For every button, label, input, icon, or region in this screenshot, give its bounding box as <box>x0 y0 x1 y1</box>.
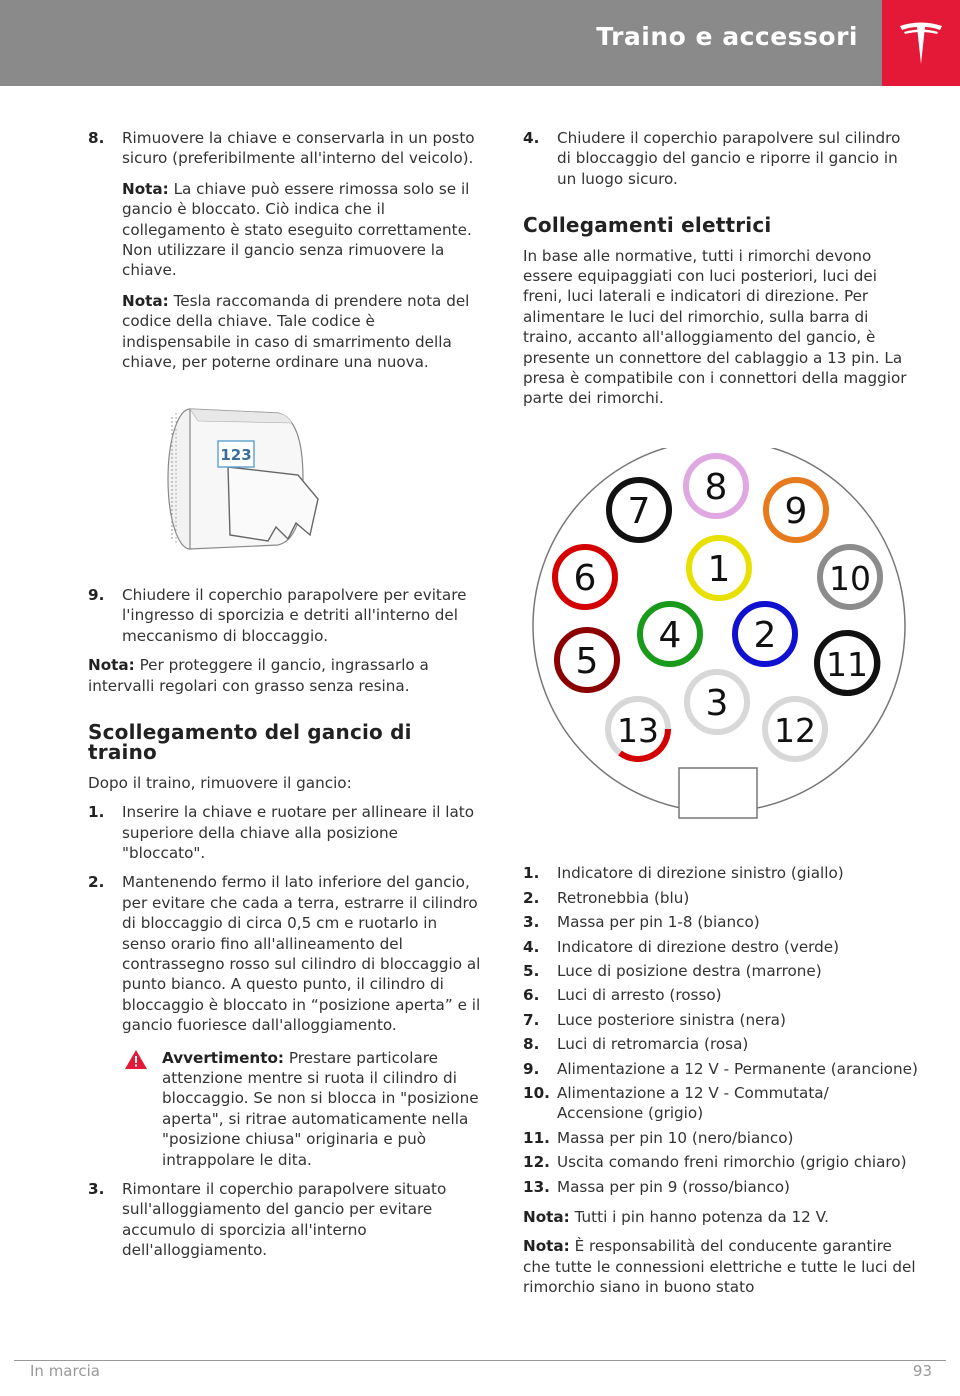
warning-text: Prestare particolare attenzione mentre si ruota il cilindro di bloccaggio. Se non si blocca in "posizione aperta", si ritrae automaticamente nella "posizione chiusa" originaria e può intrappolare le dita. <box>162 1048 479 1169</box>
warning-box <box>122 1048 483 1170</box>
pin-description: Alimentazione a 12 V - Commutata/ Accensione (grigio) <box>557 1083 829 1123</box>
page-header <box>0 0 960 86</box>
pin-1 <box>689 538 749 598</box>
pin-12 <box>765 699 825 759</box>
pin-description: Alimentazione a 12 V - Permanente (arancione) <box>557 1059 918 1078</box>
note-label: Nota: <box>523 1207 570 1226</box>
step-text: Chiudere il coperchio parapolvere per evitare l'ingresso di sporcizia e detriti all'interno del meccanismo di bloccaggio. <box>122 585 467 645</box>
pin-3 <box>687 672 747 732</box>
pin-description: Luci di retromarcia (rosa) <box>557 1035 749 1054</box>
pin-description: Uscita comando freni rimorchio (grigio chiaro) <box>557 1153 907 1172</box>
pin-6 <box>555 547 615 607</box>
pin-number: 13. <box>523 1177 550 1196</box>
connector-key-slot <box>679 768 757 818</box>
step-number: 9. <box>88 585 105 604</box>
pin-list-item <box>523 863 918 883</box>
pin-label: 9 <box>784 490 808 532</box>
note <box>122 179 483 281</box>
pin-number: 12. <box>523 1153 550 1172</box>
pin-list-item <box>523 888 918 908</box>
note-text: Tesla raccomanda di prendere nota del codice della chiave. Tale codice è indispensabile in caso di smarrimento della chiave, per poterne ordinare una nuova. <box>122 291 470 372</box>
pin-list-item <box>523 985 918 1005</box>
pin-number: 10. <box>523 1083 550 1102</box>
note <box>523 1207 918 1227</box>
pin-list-item <box>523 937 918 957</box>
key-code-label: 123 <box>220 446 252 465</box>
step-9 <box>88 585 483 646</box>
connector-pin-diagram <box>529 448 909 828</box>
pin-list-item <box>523 1128 918 1148</box>
step-number: 2. <box>88 873 105 892</box>
paragraph: In base alle normative, tutti i rimorchi devono essere equipaggiati con luci posteriori, luci dei freni, luci laterali e indicatori di direzione. Per alimentare le luci del rimorchio, sulla barra di traino, accanto all'alloggiamento del gancio, è presente un connettore del cablaggio a 13 pin. La presa è compatibile con i connettori della maggior parte dei rimorchi. <box>523 246 907 408</box>
pin-label: 1 <box>707 548 731 590</box>
step-text: Chiudere il coperchio parapolvere sul cilindro di bloccaggio del gancio e riporre il gancio in un luogo sicuro. <box>557 129 901 188</box>
pin-label: 7 <box>627 490 651 532</box>
right-column <box>523 128 918 1307</box>
note-label: Nota: <box>122 291 169 310</box>
step-8 <box>88 128 483 372</box>
key-illustration <box>128 399 328 559</box>
note-label: Nota: <box>523 1237 570 1256</box>
step-number: 1. <box>88 803 105 822</box>
warning-icon <box>124 1049 148 1070</box>
step-text: Rimuovere la chiave e conservarla in un posto sicuro (preferibilmente all'interno del veicolo). <box>122 129 475 168</box>
pin-label: 8 <box>704 466 728 508</box>
pin-number: 2. <box>523 888 540 907</box>
pin-label: 11 <box>826 644 868 684</box>
warning-label: Avvertimento: <box>162 1048 284 1067</box>
pin-5 <box>557 630 617 690</box>
pin-list-item <box>523 1177 918 1197</box>
pin-label: 13 <box>617 710 659 750</box>
step-4 <box>523 128 918 189</box>
footer-divider <box>14 1360 946 1361</box>
pin-description: Massa per pin 10 (nero/bianco) <box>557 1128 794 1147</box>
pin-description: Massa per pin 1-8 (bianco) <box>557 913 760 932</box>
pin-label: 5 <box>575 640 599 682</box>
pin-7 <box>609 480 669 540</box>
pin-2 <box>735 604 795 664</box>
left-column <box>88 128 483 1270</box>
step-text: Mantenendo fermo il lato inferiore del gancio, per evitare che cada a terra, estrarre il cilindro di bloccaggio di circa 0,5 cm e ruotarlo in senso orario fino all'allineamento del contrassegno rosso sul cilindro di bloccaggio al punto bianco. A questo punto, il cilindro di bloccaggio è bloccato in “posizione aperta” e il gancio fuoriesce dall'alloggiamento. <box>122 873 481 1035</box>
pin-description: Luce posteriore sinistra (nera) <box>557 1010 786 1029</box>
pin-number: 6. <box>523 986 540 1005</box>
pin-list-item <box>523 1010 918 1030</box>
page-number: 93 <box>912 1362 932 1380</box>
pin-list <box>523 863 918 1197</box>
pin-description: Indicatore di direzione sinistro (giallo) <box>557 864 844 883</box>
pin-description: Luce di posizione destra (marrone) <box>557 961 822 980</box>
pin-number: 8. <box>523 1035 540 1054</box>
step-3 <box>88 1179 483 1261</box>
step-text: Rimontare il coperchio parapolvere situato sull'alloggiamento del gancio per evitare accumulo di sporcizia all'interno dell'alloggiamento. <box>122 1180 447 1260</box>
note <box>88 655 483 696</box>
step-1 <box>88 802 483 863</box>
pin-label: 3 <box>705 682 729 724</box>
pin-list-item <box>523 1152 918 1172</box>
pin-number: 3. <box>523 913 540 932</box>
pin-description: Indicatore di direzione destro (verde) <box>557 937 840 956</box>
tesla-logo-icon <box>896 18 946 68</box>
note-label: Nota: <box>88 656 135 675</box>
pin-number: 1. <box>523 864 540 883</box>
pin-list-item <box>523 1059 918 1079</box>
pin-11 <box>817 633 877 693</box>
section-heading: Collegamenti elettrici <box>523 213 772 238</box>
pin-description: Retronebbia (blu) <box>557 888 690 907</box>
pin-number: 7. <box>523 1010 540 1029</box>
pin-list-item <box>523 1083 918 1124</box>
pin-number: 9. <box>523 1059 540 1078</box>
pin-9 <box>766 480 826 540</box>
note-label: Nota: <box>122 179 169 198</box>
note <box>523 1236 918 1297</box>
pin-label: 6 <box>573 557 597 599</box>
pin-label: 2 <box>753 614 777 656</box>
step-number: 3. <box>88 1180 105 1199</box>
note-text: Per proteggere il gancio, ingrassarlo a intervalli regolari con grasso senza resina. <box>88 656 429 695</box>
pin-number: 11. <box>523 1128 550 1147</box>
pin-8 <box>686 456 746 516</box>
note-text: La chiave può essere rimossa solo se il gancio è bloccato. Ciò indica che il collegamento è stato eseguito correttamente. Non utilizzare il gancio senza rimuovere la chiave. <box>122 179 472 280</box>
note <box>122 291 483 373</box>
page-title: Traino e accessori <box>596 22 858 51</box>
step-number: 4. <box>523 129 540 147</box>
pin-list-item <box>523 1034 918 1054</box>
pin-number: 4. <box>523 937 540 956</box>
footer-section: In marcia <box>30 1362 100 1380</box>
pin-13 <box>608 699 668 759</box>
pin-list-item <box>523 912 918 932</box>
pin-4 <box>640 604 700 664</box>
step-text: Inserire la chiave e ruotare per allineare il lato superiore della chiave alla posizione "bloccato". <box>122 803 475 862</box>
pin-label: 10 <box>829 558 871 598</box>
pin-description: Massa per pin 9 (rosso/bianco) <box>557 1177 790 1196</box>
step-number: 8. <box>88 129 105 147</box>
pin-number: 5. <box>523 961 540 980</box>
intro-text: Dopo il traino, rimuovere il gancio: <box>88 773 352 792</box>
pin-label: 12 <box>774 710 816 750</box>
pin-list-item <box>523 961 918 981</box>
note-text: È responsabilità del conducente garantire che tutte le connessioni elettriche e tutte le luci del rimorchio siano in buono stato <box>523 1237 916 1297</box>
pin-description: Luci di arresto (rosso) <box>557 986 722 1005</box>
tesla-logo <box>882 0 960 86</box>
pin-label: 4 <box>658 614 682 656</box>
pin-10 <box>820 547 880 607</box>
note-text: Tutti i pin hanno potenza da 12 V. <box>574 1207 829 1226</box>
section-heading: Scollegamento del gancio di traino <box>88 719 412 765</box>
step-2 <box>88 872 483 1170</box>
